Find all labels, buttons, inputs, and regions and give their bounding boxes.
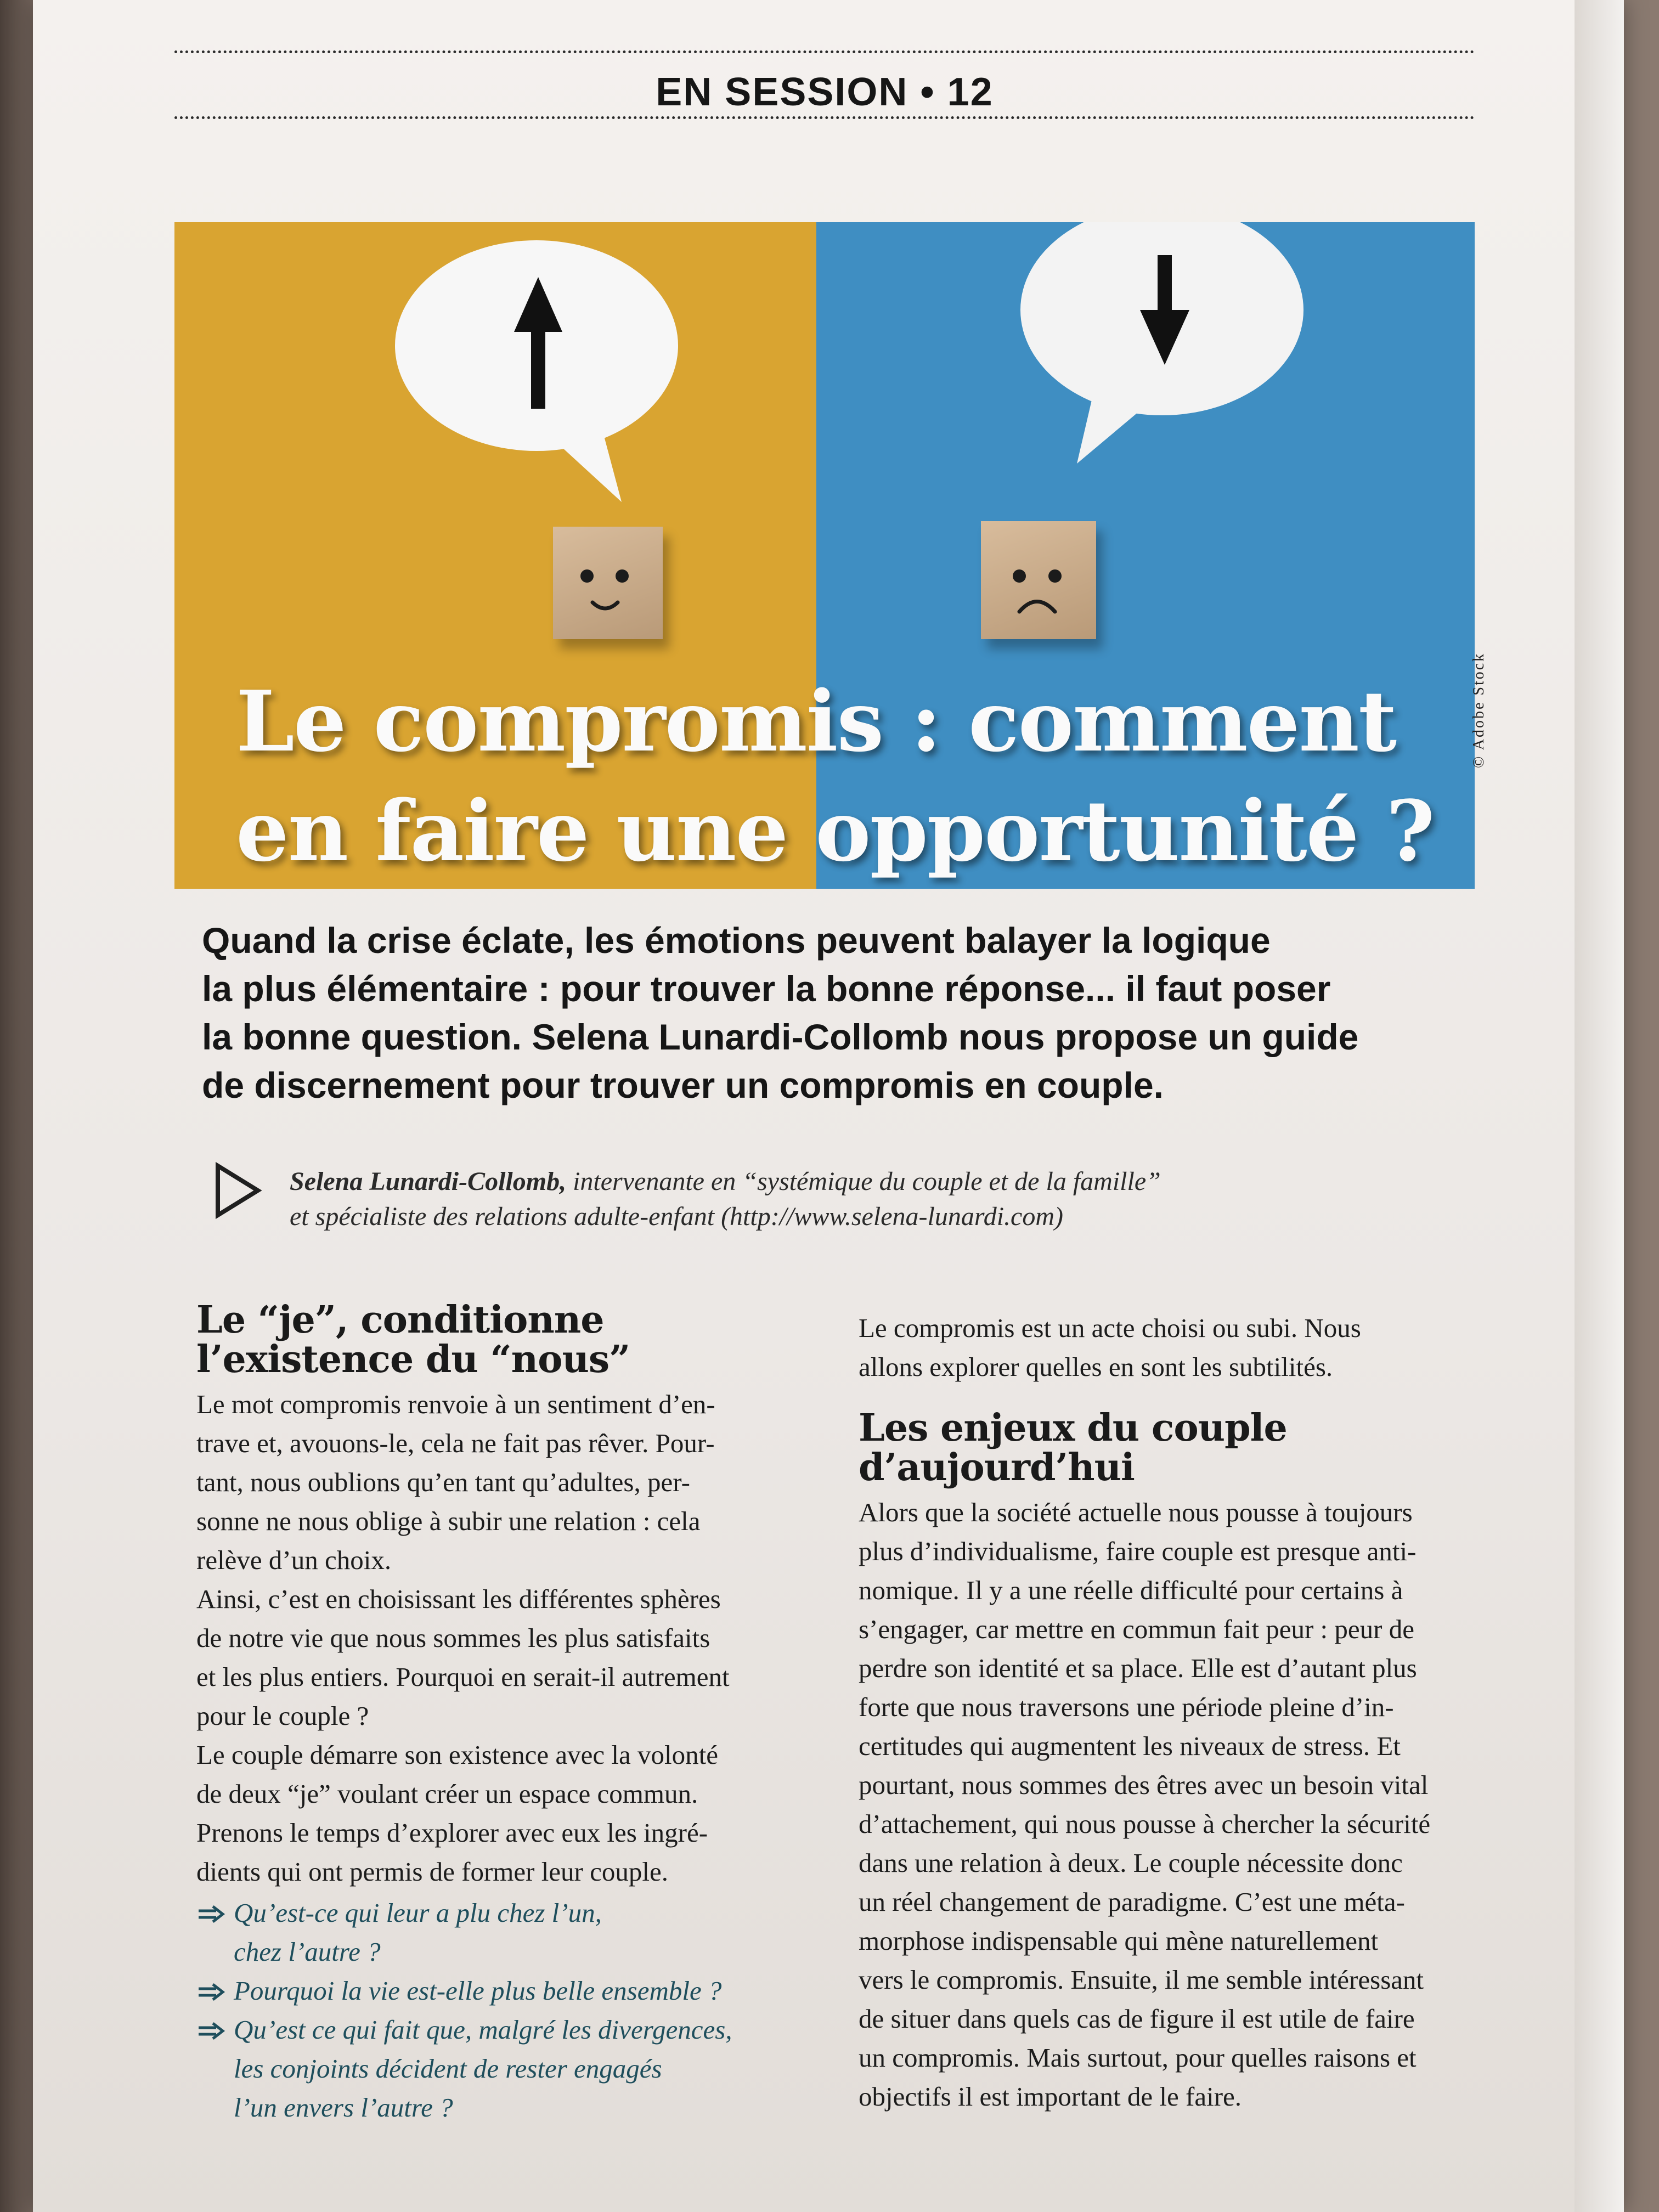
speech-bubble-left xyxy=(391,239,698,524)
text-line: s’engager, car mettre en commun fait peur : peur de xyxy=(859,1614,1414,1644)
text-line: pour le couple ? xyxy=(196,1701,369,1731)
text-line: Le compromis est un acte choisi ou subi. Nous xyxy=(859,1313,1361,1343)
hero-image xyxy=(174,222,1475,889)
heading-line: Les enjeux du couple xyxy=(859,1406,1287,1450)
column-left xyxy=(196,1300,814,2127)
list-item-text: chez l’autre ? xyxy=(234,1937,381,1967)
text-line: Le mot compromis renvoie à un sentiment d’en- xyxy=(196,1389,715,1419)
article-title-line-2: en faire une opportunité ? xyxy=(236,782,1434,880)
list-item-text: les conjoints décident de rester engagés xyxy=(234,2053,662,2084)
text-line: forte que nous traversons une période pleine d’in- xyxy=(859,1692,1394,1722)
list-item-text: Qu’est ce qui fait que, malgré les divergences, xyxy=(234,2015,732,2045)
header-rule-bottom xyxy=(174,116,1475,119)
next-page-edge xyxy=(1575,0,1624,2212)
author-line-1 xyxy=(290,1164,1497,1199)
spacer xyxy=(859,1386,1489,1408)
lead-paragraph xyxy=(202,916,1486,1109)
text-line: de notre vie que nous sommes les plus satisfaits xyxy=(196,1623,710,1653)
article-title-line-1: Le compromis : comment xyxy=(236,672,1396,770)
heading-line: Le “je”, conditionne xyxy=(196,1298,604,1342)
text-line: de deux “je” voulant créer un espace commun. xyxy=(196,1779,698,1809)
lead-line: la plus élémentaire : pour trouver la bonne réponse... il faut poser xyxy=(202,968,1331,1009)
paragraph xyxy=(196,1735,814,1891)
author-byline xyxy=(290,1164,1497,1234)
smiley-face-icon xyxy=(553,527,663,639)
text-line: relève d’un choix. xyxy=(196,1545,392,1575)
double-arrow-bullet-icon xyxy=(196,1981,227,2003)
lead-line: Quand la crise éclate, les émotions peuvent balayer la logique xyxy=(202,920,1271,961)
text-line: sonne ne nous oblige à subir une relation : cela xyxy=(196,1506,701,1536)
paragraph xyxy=(196,1579,814,1735)
double-arrow-bullet-icon xyxy=(196,2020,227,2042)
text-line: trave et, avouons-le, cela ne fait pas rêver. Pour- xyxy=(196,1428,715,1458)
speech-bubble-right xyxy=(1014,222,1321,486)
author-line-2: et spécialiste des relations adulte-enfant (http://www.selena-lunardi.com) xyxy=(290,1202,1063,1231)
text-line: un réel changement de paradigme. C’est une méta- xyxy=(859,1887,1405,1917)
text-line: allons explorer quelles en sont les subtilités. xyxy=(859,1352,1333,1382)
text-line: dients qui ont permis de former leur couple. xyxy=(196,1857,668,1887)
text-line: Ainsi, c’est en choisissant les différentes sphères xyxy=(196,1584,721,1614)
author-name: Selena Lunardi-Collomb, xyxy=(290,1167,567,1196)
text-line: et les plus entiers. Pourquoi en serait-il autrement xyxy=(196,1662,730,1692)
lead-line: de discernement pour trouver un compromis en couple. xyxy=(202,1065,1164,1105)
sad-face-block xyxy=(981,521,1096,639)
section-heading-je-nous xyxy=(196,1300,814,1379)
text-line: pourtant, nous sommes des êtres avec un besoin vital xyxy=(859,1770,1429,1800)
sad-face-icon xyxy=(981,521,1096,639)
heading-line: l’existence du “nous” xyxy=(196,1338,630,1381)
text-line: de situer dans quels cas de figure il est utile de faire xyxy=(859,2004,1415,2034)
text-line: Prenons le temps d’explorer avec eux les ingré- xyxy=(196,1818,708,1848)
text-line: plus d’individualisme, faire couple est presque anti- xyxy=(859,1536,1417,1566)
text-line: morphose indispensable qui mène naturellement xyxy=(859,1926,1379,1956)
smiley-block xyxy=(553,527,663,639)
question-list xyxy=(196,1893,814,2127)
text-line: Alors que la société actuelle nous pousse à toujours xyxy=(859,1497,1413,1527)
photo-credit: © Adobe Stock xyxy=(1470,652,1487,768)
list-item-text: l’un envers l’autre ? xyxy=(234,2092,453,2123)
play-arrow-icon xyxy=(211,1160,266,1221)
list-item-text: Pourquoi la vie est-elle plus belle ensemble ? xyxy=(234,1976,722,2006)
list-item xyxy=(196,1893,814,1971)
header-rule-top xyxy=(174,50,1475,53)
paragraph xyxy=(859,1493,1489,2116)
text-line: d’attachement, qui nous pousse à chercher la sécurité xyxy=(859,1809,1431,1839)
list-item xyxy=(196,2010,814,2127)
section-header: EN SESSION • 12 xyxy=(656,70,994,114)
text-line: Le couple démarre son existence avec la volonté xyxy=(196,1740,718,1770)
lead-line: la bonne question. Selena Lunardi-Collomb nous propose un guide xyxy=(202,1017,1359,1057)
text-line: tant, nous oublions qu’en tant qu’adultes, per- xyxy=(196,1467,690,1497)
section-heading-enjeux xyxy=(859,1408,1489,1487)
double-arrow-bullet-icon xyxy=(196,1903,227,1925)
paragraph xyxy=(196,1385,814,1579)
heading-line: d’aujourd’hui xyxy=(859,1446,1135,1489)
text-line: certitudes qui augmentent les niveaux de stress. Et xyxy=(859,1731,1401,1761)
article-title xyxy=(236,667,1443,886)
paragraph xyxy=(859,1308,1489,1386)
text-line: objectifs il est important de le faire. xyxy=(859,2081,1242,2112)
text-line: un compromis. Mais surtout, pour quelles raisons et xyxy=(859,2042,1417,2073)
text-line: perdre son identité et sa place. Elle est d’autant plus xyxy=(859,1653,1417,1683)
list-item xyxy=(196,1971,814,2010)
list-item-text: Qu’est-ce qui leur a plu chez l’un, xyxy=(234,1898,602,1928)
text-line: vers le compromis. Ensuite, il me semble intéressant xyxy=(859,1965,1424,1995)
text-line: nomique. Il y a une réelle difficulté pour certains à xyxy=(859,1575,1403,1605)
column-right xyxy=(859,1308,1489,2116)
text-line: dans une relation à deux. Le couple nécessite donc xyxy=(859,1848,1403,1878)
author-role: intervenante en “systémique du couple et de la famille” xyxy=(566,1167,1161,1196)
